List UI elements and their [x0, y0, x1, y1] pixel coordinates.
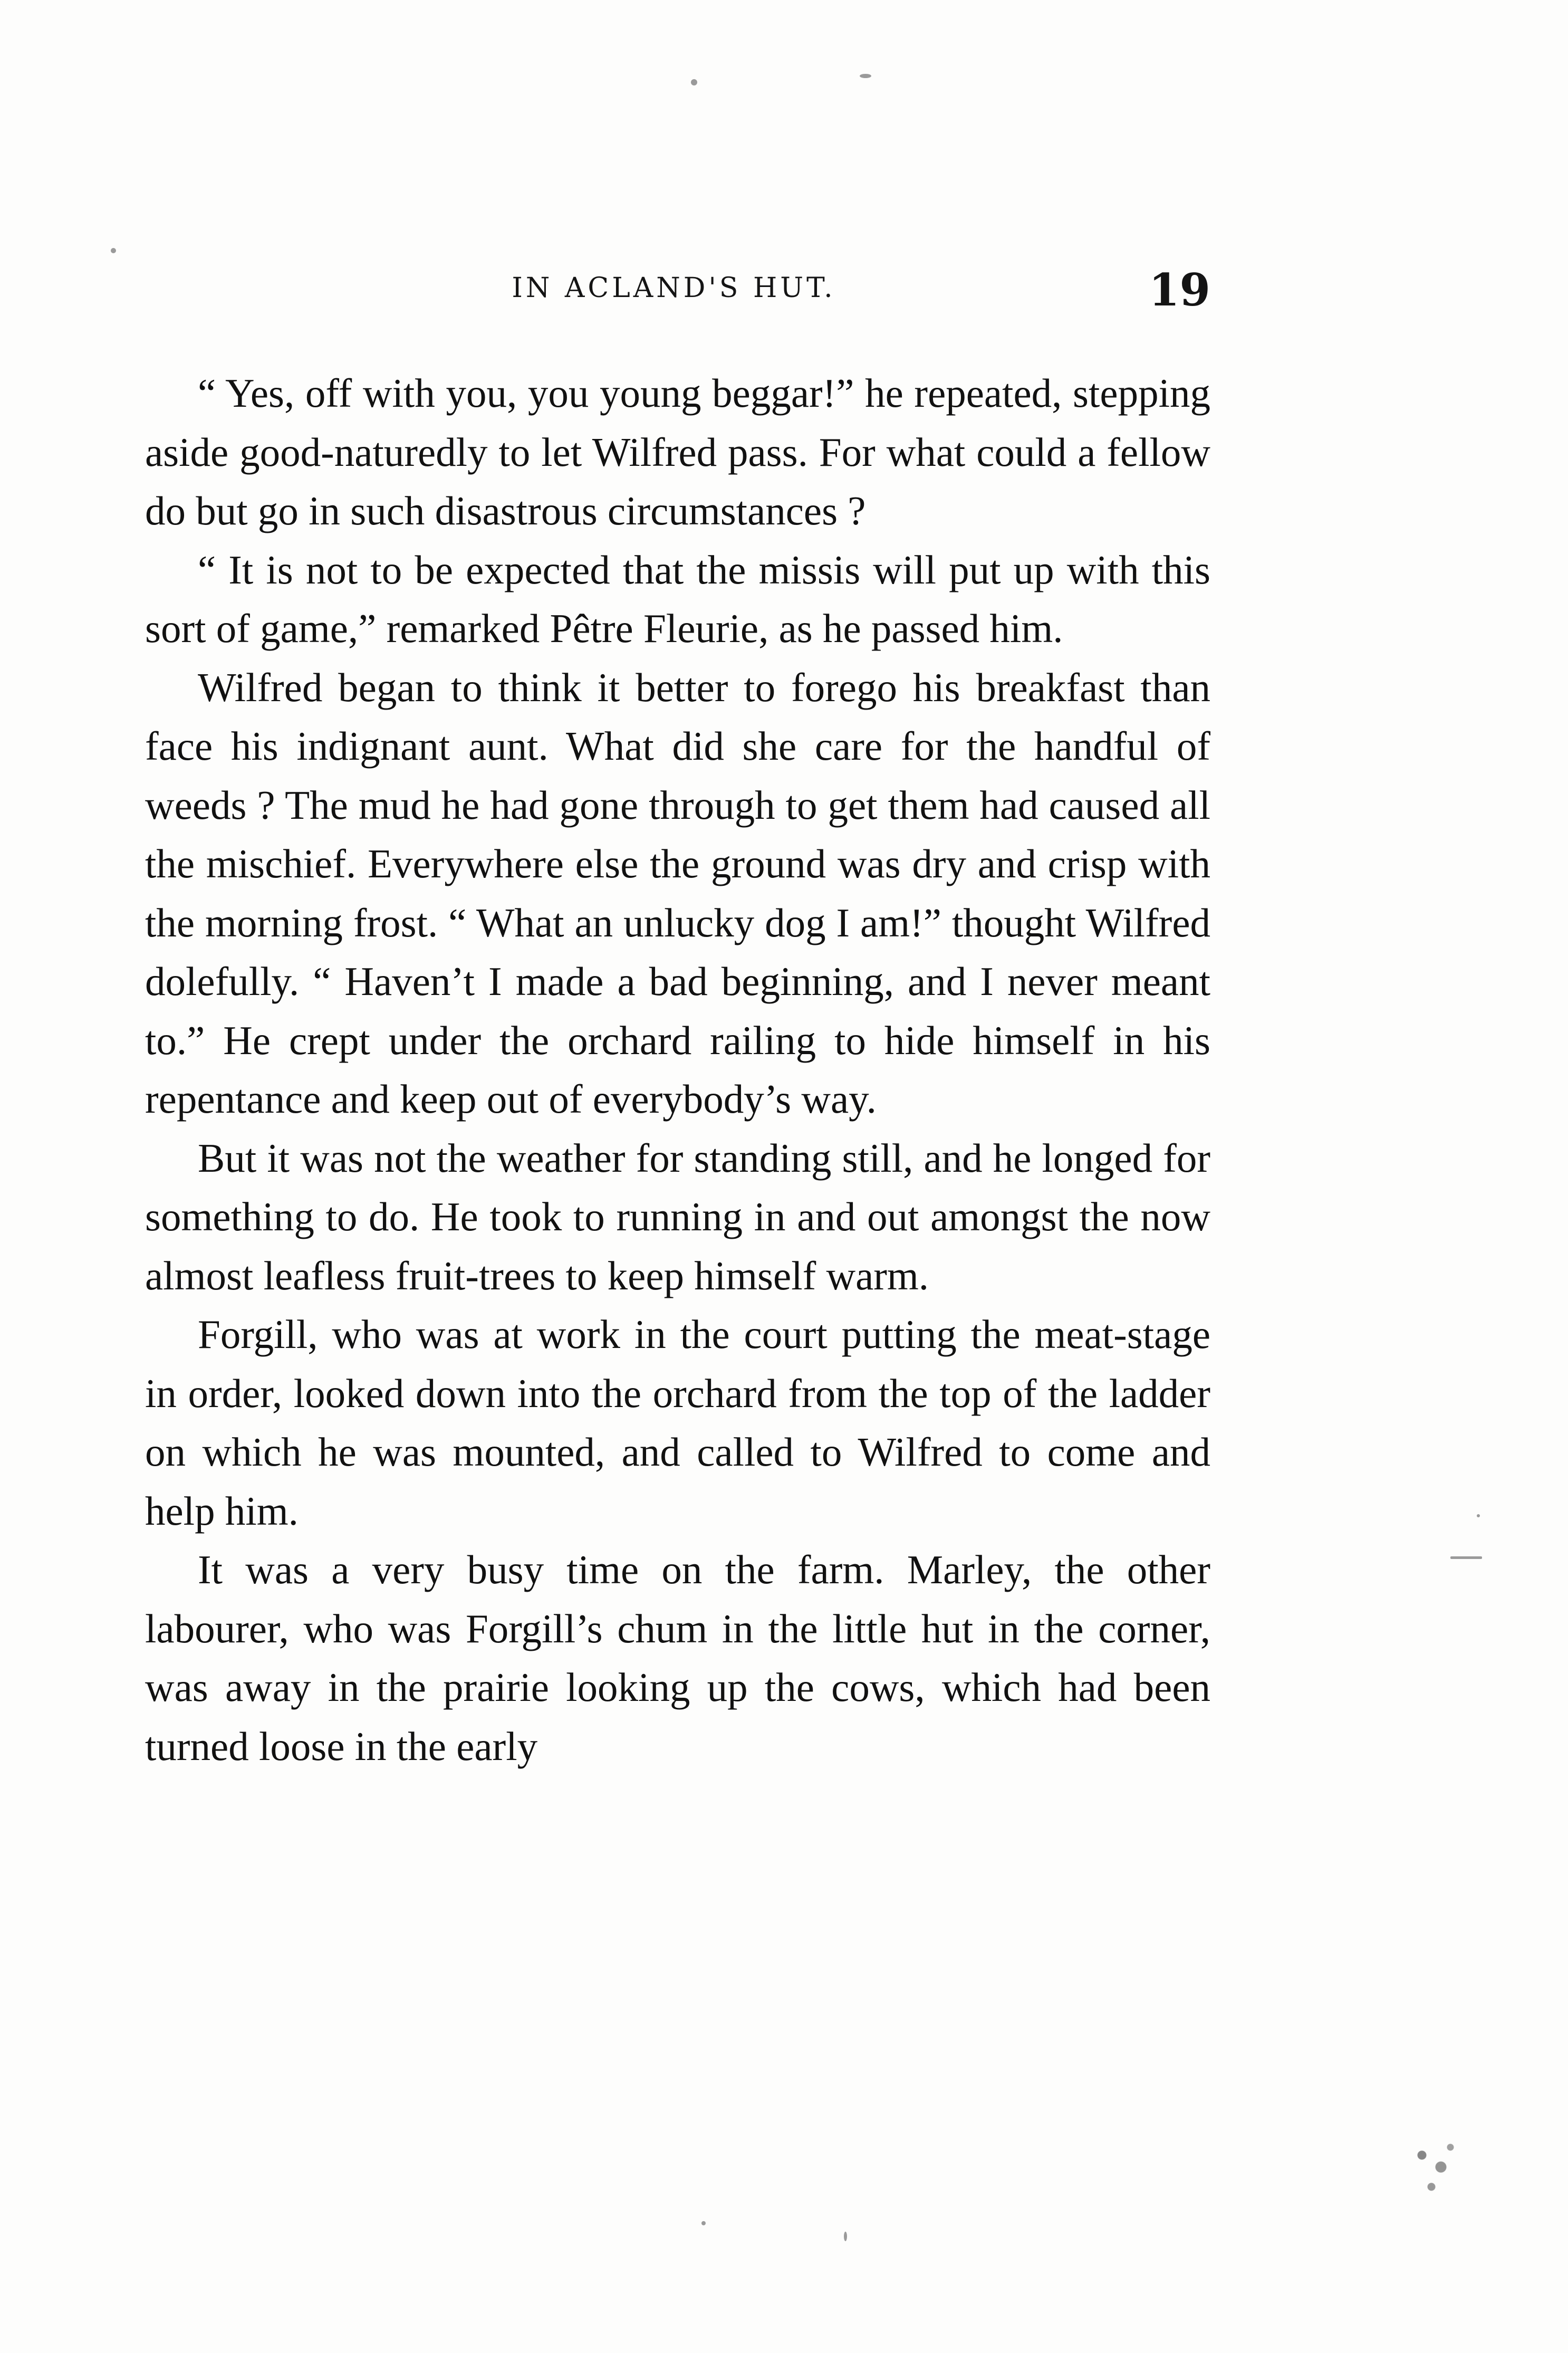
- scan-blot: [1403, 2131, 1466, 2211]
- paragraph: Wilfred began to think it better to forego his breakfast than face his indignant aunt. What did she care for the handful of weeds ? The mud he had gone through to get them had caused all the mischief. Everywhere else the ground was dry and crisp with the morning frost. “ What an unlucky dog I am!” thought Wilfred dolefully. “ Haven’t I made a bad beginning, and I never meant to.” He crept under the orchard railing to hide himself in his repentance and keep out of everybody’s way.: [145, 664, 1210, 1122]
- scan-speck: [1477, 1514, 1480, 1517]
- scan-speck: [860, 74, 871, 78]
- running-head: [137, 264, 1210, 327]
- paragraph: But it was not the weather for standing still, and he longed for something to do. He took to running in and out amongst the now almost leafless fruit-trees to keep himself warm.: [145, 1135, 1210, 1298]
- scan-speck: [701, 2221, 706, 2225]
- page-number: 19: [1149, 264, 1210, 316]
- paragraph: “ Yes, off with you, you young beggar!” he repeated, stepping aside good-naturedly to let Wilfred pass. For what could a fellow do but go in such disastrous circumstances ?: [145, 370, 1210, 533]
- scan-speck: [691, 79, 697, 85]
- scan-speck: [1450, 1556, 1482, 1559]
- paragraph: It was a very busy time on the farm. Marley, the other labourer, who was Forgill’s chum in the little hut in the corner, was away in the prairie looking up the cows, which had been turned loose in the early: [145, 1547, 1210, 1769]
- paragraph: Forgill, who was at work in the court putting the meat-stage in order, looked down into the orchard from the top of the ladder on which he was mounted, and called to Wilfred to come and help him.: [145, 1312, 1210, 1534]
- scan-speck: [111, 248, 116, 253]
- body-text: [145, 364, 1210, 1776]
- running-title: IN ACLAND'S HUT.: [512, 272, 836, 304]
- scan-speck: [844, 2232, 847, 2241]
- paragraph: “ It is not to be expected that the missis will put up with this sort of game,” remarked Pêtre Fleurie, as he passed him.: [145, 547, 1210, 651]
